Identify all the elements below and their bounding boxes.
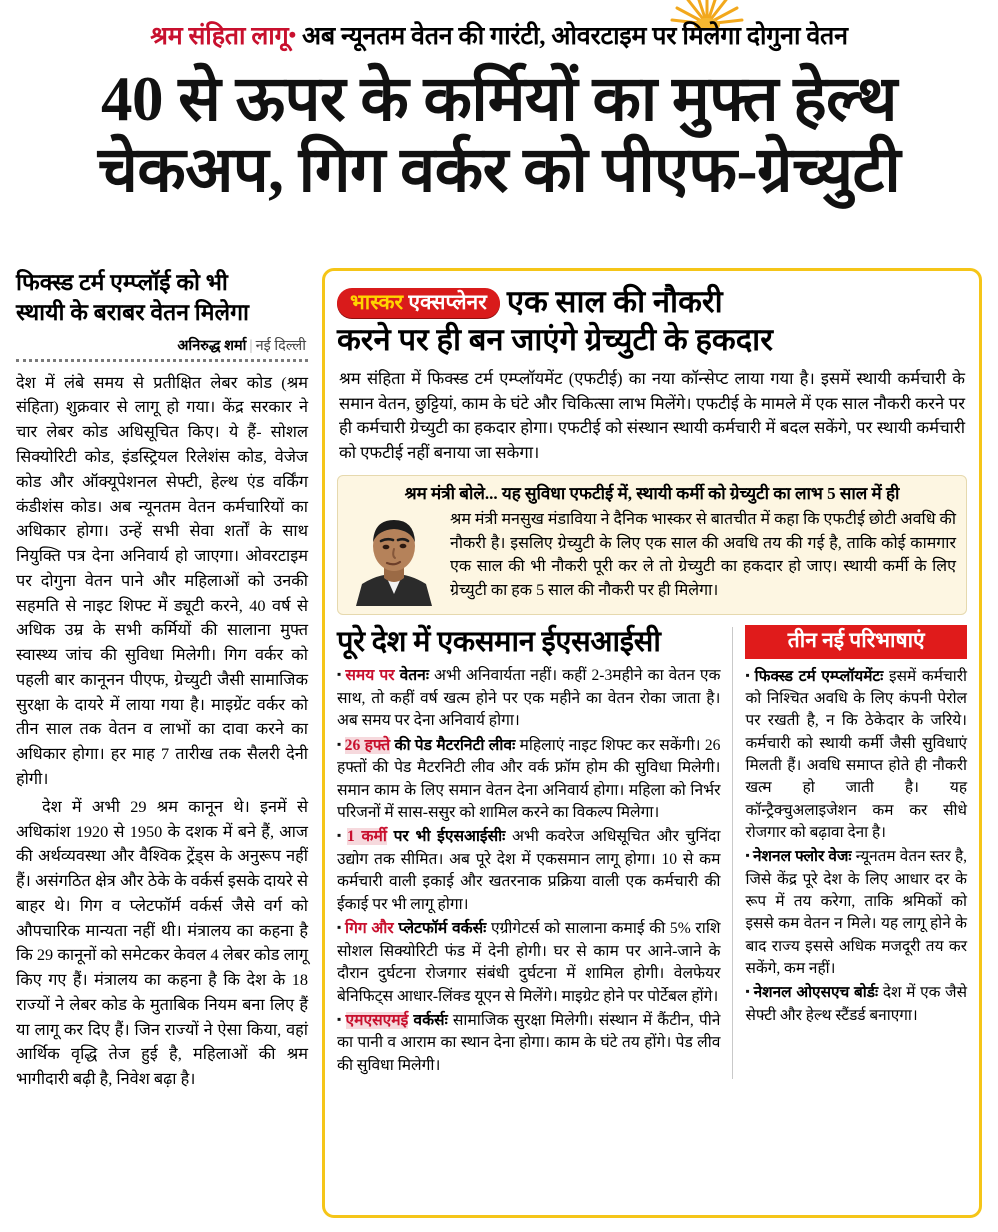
badge-brand-text: भास्कर	[350, 290, 404, 314]
esic-bullet-highlight: गिग और	[345, 920, 394, 938]
byline-author: अनिरुद्ध शर्मा	[177, 337, 247, 354]
definition-bullet	[745, 982, 967, 1027]
kicker-rest: अब न्यूनतम वेतन की गारंटी, ओवरटाइम पर मिलेगा दोगुना वेतन	[302, 23, 848, 50]
esic-bullet-body: सामाजिक सुरक्षा मिलेगी। संस्थान में कैंटीन, पीने का पानी व आराम का स्थान देना होगा। काम के घंटे तय होंगे। पेड लीव की सुविधा मिलेगी।	[337, 1012, 721, 1074]
esic-bullet-highlight: 1 कर्मी	[347, 828, 387, 846]
definition-bullet-body: न्यूनतम वेतन स्तर है, जिसे केंद्र पूरे देश के लिए आधार दर के रूप में तय करेगा, ताकि श्रमिकों को इससे कम वेतन न मिले। यह लागू होने के बाद राज्य इससे अधिक मजदूरी तय कर सकेंगे, कम नहीं।	[745, 848, 967, 977]
definition-bullet-lead: फिक्स्ड टर्म एम्प्लॉयमेंटः	[754, 667, 884, 685]
minister-photo	[348, 508, 440, 606]
esic-bullet-body: महिलाएं नाइट शिफ्ट कर सकेंगी। 26 हफ्तों की पेड मैटरनिटी लीव और वर्क फ्रॉम होम की सुविधा मिलेगी। समान काम के लिए समान वेतन देना अनिवार्य होगा। महिला को निर्भर परिजनों में सास-ससुर को शामिल करने का विकल्प मिलेगा।	[337, 736, 721, 821]
bhaskar-explainer-badge	[337, 288, 500, 318]
definition-bullet	[745, 666, 967, 845]
byline	[16, 335, 306, 355]
explainer-paragraph: श्रम संहिता में फिक्स्ड टर्म एम्प्लॉयमेंट (एफटीई) का नया कॉन्सेप्ट लाया गया है। इसमें स्थायी कर्मचारी के समान वेतन, छुट्टियां, काम के घंटे और चिकित्सा लाभ मिलेंगे। एफटीई के मामले में एक साल नौकरी करने पर ही कर्मचारी ग्रेच्युटी का हकदार होगा। एफटीई को संस्थान स्थायी कर्मचारी में बदल सकेंगे, पर स्थायी कर्मचारी को एफटीई नहीं बनाया जा सकेगा।	[339, 368, 965, 463]
page-headline	[6, 62, 992, 206]
esic-bullet-lead: पर भी ईएसआईसीः	[386, 828, 506, 846]
esic-bullet-body: अभी अनिवार्यता नहीं। कहीं 2-3महीने का वेतन एक साथ, तो कहीं वर्ष खत्म होने पर एक महीने का वेतन रोका जाता है। अब समय पर देना अनिवार्य होगा।	[337, 667, 721, 730]
bullet-square-icon: ▪	[337, 736, 342, 751]
definition-bullet-body: देश में एक जैसे सेफ्टी और हेल्थ स्टैंडर्ड बनाएगा।	[745, 984, 967, 1024]
byline-city: नई दिल्ली	[255, 337, 306, 354]
explainer-heading-line-2: करने पर ही बन जाएंगे ग्रेच्युटी के हकदार	[337, 321, 773, 357]
esic-bullet	[337, 1010, 720, 1077]
esic-bullet-body: अभी कवरेज अधिसूचित और चुनिंदा उद्योग तक सीमित। अब पूरे देश में एकसमान लागू होगा। 10 से कम कर्मचारी वाली इकाई और खतरनाक प्रक्रिया वाली एक कर्मचारी की ईकाई पर भी लागू होगा।	[337, 828, 721, 913]
bullet-square-icon: ▪	[337, 920, 343, 935]
bullet-square-icon: ▪	[745, 848, 751, 863]
kicker-text	[0, 24, 998, 49]
explainer-panel	[322, 268, 982, 1218]
esic-bullet-highlight: 26 हफ्ते	[344, 736, 391, 754]
left-paragraph: देश में लंबे समय से प्रतीक्षित लेबर कोड (श्रम संहिता) शुक्रवार से लागू हो गया। केंद्र सरकार ने चार लेबर कोड अधिसूचित किए। ये हैं- सोशल सिक्योरिटी कोड, इंडस्ट्रियल रिलेशंस कोड, वेजेज कोड और ऑक्यूपेशनल सेफ्टी, हेल्थ एंड वर्किंग कंडीशंस कोड। अब न्यूनतम वेतन कर्मचारियों का अधिकार होगा। उन्हें सभी सेवा शर्तों के साथ नियुक्ति पत्र देना अनिवार्य हो जाएगा। ओवरटाइम पर दोगुना वेतन पाने और महिलाओं को उनकी सहमति से नाइट शिफ्ट में ड्यूटी करने, 40 वर्ष से अधिक उम्र के सभी कर्मियों की सालाना मुफ्त स्वास्थ्य जांच की सुविधा मिलेगी। गिग वर्कर को पहली बार कानूनन पीएफ, ग्रेच्युटी जैसी सामाजिक सुरक्षा के दायरे में लाया गया है। माइग्रेंट वर्कर को तीन साल तक वेतन व लाभों का दावा करने का अधिकार होगा। हर माह 7 तारीख तक सैलरी देनी होगी।	[16, 372, 308, 788]
minister-quote-text: श्रम मंत्री मनसुख मंडाविया ने दैनिक भास्कर से बातचीत में कहा कि एफटीई छोटी अवधि की नौकरी है। इसलिए ग्रेच्युटी के लिए एक साल की अवधि तय की गई है, ताकि कोई कामगार एक साल की भी नौकरी पूरी कर ले तो ग्रेच्युटी का हकदार हो जाए। स्थायी कर्मी के लिए ग्रेच्युटी का हक 5 साल की नौकरी पर ही मिलेगा।	[450, 511, 956, 599]
bullet-square-icon: ▪	[745, 984, 751, 999]
esic-bullet-lead: प्लेटफॉर्म वर्कर्सः	[393, 920, 487, 938]
esic-bullet	[337, 665, 720, 732]
kicker-separator: •	[288, 22, 296, 47]
minister-quote-heading: श्रम मंत्री बोले... यह सुविधा एफटीई में, स्थायी कर्मी को ग्रेच्युटी का लाभ 5 साल में ही	[404, 484, 900, 504]
left-subheading-line-2: स्थायी के बराबर वेतन मिलेगा	[16, 300, 250, 326]
esic-bullet-lead: वर्कर्सः	[408, 1012, 448, 1030]
definition-bullet	[745, 846, 967, 980]
esic-bullet-body: एग्रीगेटर्स को सालाना कमाई की 5% राशि सोशल सिक्योरिटी फंड में देनी होगी। घर से काम पर आने-जाने के दौरान दुर्घटना रोजगार संबंधी दुर्घटना में शामिल होगी। वेलफेयर बेनिफिट्स आधार-लिंक्ड यूएन से मिलेंगे। माइग्रेट होने पर पोर्टेबल होंगे।	[337, 920, 721, 1005]
esic-heading: पूरे देश में एकसमान ईएसआईसी	[337, 626, 661, 659]
esic-bullet	[337, 918, 720, 1008]
left-subheading	[16, 268, 308, 329]
minister-quote-body	[348, 508, 956, 606]
headline-line-2: चेकअप, गिग वर्कर को पीएफ-ग्रेच्युटी	[97, 135, 901, 206]
byline-separator: |	[249, 337, 253, 354]
kicker-lead: श्रम संहिता लागू	[150, 23, 289, 50]
esic-bullet	[337, 826, 720, 916]
definition-bullet-lead: नेशनल फ्लोर वेजः	[753, 848, 852, 866]
panel-subcolumns	[337, 625, 967, 1079]
esic-bullet-lead: की पेड मैटरनिटी लीवः	[390, 736, 516, 754]
left-subheading-line-1: फिक्स्ड टर्म एम्प्लॉई को भी	[16, 270, 228, 295]
esic-bullet-highlight: एमएसएमई	[345, 1012, 409, 1030]
left-body-text	[16, 371, 308, 1092]
bullet-square-icon: ▪	[337, 1012, 343, 1027]
headline-line-1: 40 से ऊपर के कर्मियों का मुफ्त हेल्थ	[101, 64, 897, 134]
esic-column	[337, 625, 732, 1079]
bullet-square-icon: ▪	[337, 667, 343, 682]
esic-bullet	[337, 735, 720, 825]
badge-label-text: एक्सप्लेनर	[408, 290, 487, 314]
definitions-heading: तीन नई परिभाषाएं	[745, 625, 967, 658]
esic-bullet-highlight: समय पर	[345, 667, 395, 685]
minister-quote-box	[337, 475, 967, 615]
bullet-square-icon: ▪	[745, 667, 752, 682]
definitions-column	[733, 625, 967, 1079]
divider-dotted	[16, 359, 308, 362]
left-column	[16, 268, 308, 1224]
definition-bullet-lead: नेशनल ओएसएच बोर्डः	[753, 984, 879, 1002]
esic-bullet-lead: वेतनः	[394, 667, 429, 685]
explainer-heading	[337, 283, 967, 359]
content-columns	[0, 268, 998, 1228]
left-paragraph: देश में अभी 29 श्रम कानून थे। इनमें से अधिकांश 1920 से 1950 के दशक में बने हैं, आज की अर्थव्यवस्था और वैश्विक ट्रेंड्स के अनुरूप नहीं हैं। असंगठित क्षेत्र और ठेके के वर्कर्स इसके दायरे से बाहर थे। गिग व प्लेटफॉर्म वर्कर्स जैसे वर्ग को औपचारिक मान्यता नहीं थी। मंत्रालय का कहना है कि 29 कानूनों को समेटकर केवल 4 लेबर कोड लागू किए गए हैं। मंत्रालय का कहना है कि देश के 18 राज्यों ने लेबर कोड के मुताबिक नियम बना लिए हैं या लागू कर दिए हैं। जिन राज्यों ने ऐसा किया, वहां आर्थिक वृद्धि तेज हुई है, महिलाओं की श्रम भागीदारी बढ़ी है, निवेश बढ़ा है।	[16, 796, 308, 1089]
explainer-heading-line-1: एक साल की नौकरी	[506, 284, 723, 319]
bullet-square-icon: ▪	[337, 828, 345, 843]
definition-bullet-body: इसमें कर्मचारी को निश्चित अवधि के लिए कंपनी पेरोल पर रखती है, न कि ठेकेदार के जरिये। कर्मचारी को स्थायी कर्मी जैसी सुविधाएं मिलती हैं। अवधि समाप्त होते ही नौकरी खत्म हो जाती है। यह कॉन्ट्रैक्चुअलाइजेशन कम कर सीधे रोजगार को बढ़ावा देना है।	[745, 667, 967, 841]
kicker-bar	[0, 0, 998, 62]
